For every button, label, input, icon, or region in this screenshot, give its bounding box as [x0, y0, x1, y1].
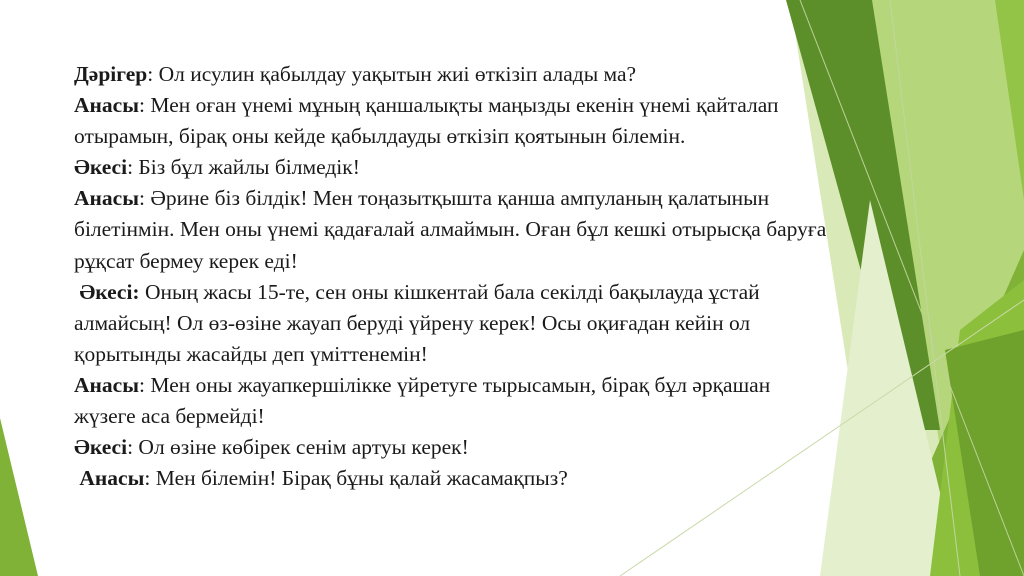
dialogue-text: Мен оған үнемі мұның қаншалықты маңызды екенін үнемі қайталап отырамын, бірақ оны кейде қабылдауды өткізіп қоятынын білемін.	[74, 93, 784, 149]
dialogue-text: Мен оны жауапкершілікке үйретуге тырысамын, бірақ бұл әрқашан жүзеге аса бермейді!	[74, 372, 776, 429]
dialogue-line: Анасы: Мен білемін! Бірақ бұны қалай жасамақпыз?	[79, 466, 568, 491]
dialogue-text-block	[74, 59, 834, 494]
speaker-name: Әкесі	[74, 155, 128, 180]
dialogue-line: Дәрігер: Ол исулин қабылдау уақытын жиі өткізіп алады ма?	[74, 62, 637, 86]
dialogue-line: Анасы: Мен оны жауапкершілікке үйретуге тырысамын, бірақ бұл әрқашан жүзеге аса бермейді!	[74, 372, 776, 429]
dialogue-text: Оның жасы 15-те, сен оны кішкентай бала секілді бақылауда ұстай алмайсың! Ол өз-өзіне жауап беруді үйрену керек! Осы оқиғадан кейін ол қорытынды жасайды деп үміттенемін!	[74, 279, 766, 366]
speaker-name: Әкесі:	[79, 279, 140, 304]
speaker-name: Анасы	[79, 466, 145, 491]
dialogue-text: Ол өзіне көбірек сенім артуы керек!	[138, 435, 469, 460]
dialogue-text: Әрине біз білдік! Мен тоңазытқышта қанша ампуланың қалатынын білетінмін. Мен оны үнемі қадағалай алмаймын. Оған бұл кешкі отырысқа баруға рұқсат бермеу керек еді!	[74, 186, 832, 273]
deco-left-triangle	[0, 418, 38, 576]
dialogue-line: Әкесі: Ол өзіне көбірек сенім артуы керек!	[74, 435, 469, 460]
dialogue-line: Анасы: Әрине біз білдік! Мен тоңазытқышта қанша ампуланың қалатынын білетінмін. Мен оны үнемі қадағалай алмаймын. Оған бұл кешкі отырысқа баруға рұқсат бермеу керек еді!	[74, 186, 832, 273]
dialogue-line: Анасы: Мен оған үнемі мұның қаншалықты маңызды екенін үнемі қайталап отырамын, бірақ оны кейде қабылдауды өткізіп қоятынын білемін.	[74, 93, 784, 149]
dialogue-line: Әкесі: Біз бұл жайлы білмедік!	[74, 155, 360, 180]
dialogue-text: Мен білемін! Бірақ бұны қалай жасамақпыз?	[155, 466, 568, 491]
speaker-name: Әкесі	[74, 435, 128, 460]
speaker-name: Анасы	[74, 186, 139, 211]
speaker-name: Дәрігер	[74, 62, 148, 86]
speaker-name: Анасы	[74, 93, 139, 118]
speaker-name: Анасы	[74, 372, 139, 397]
dialogue-line	[74, 277, 834, 370]
dialogue-text: Біз бұл жайлы білмедік!	[138, 155, 360, 180]
dialogue-text: Ол исулин қабылдау уақытын жиі өткізіп алады ма?	[158, 62, 637, 86]
